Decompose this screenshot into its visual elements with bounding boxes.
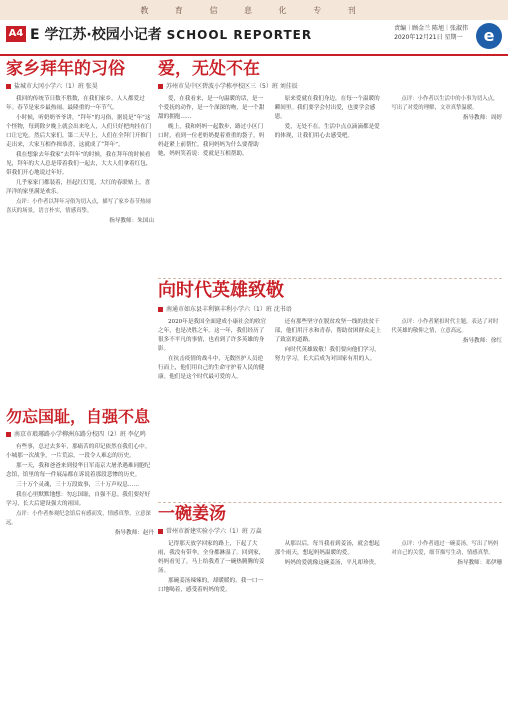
byline-square-icon [6, 84, 11, 89]
paragraph: 在抗击疫情的战斗中，无数医护人员逆行而上，他们用自己的生命守护着人民的健康。他们是这个时代最可爱的人。 [158, 356, 265, 380]
article-byline [158, 527, 502, 536]
teacher-credit: 指导教师：周婷 [462, 115, 503, 121]
article-byline [158, 82, 502, 91]
article-columns [158, 540, 502, 596]
article-note: 点评：小作者以拜年习俗为切入点，描写了家乡春节热闹喜庆的场景，语言朴实，情感真挚。 [6, 199, 151, 214]
paragraph: 向时代英雄致敬！我们要向他们学习，努力学习，长大后成为对国家有用的人。 [274, 347, 380, 362]
paragraph: 记得那天放学回家的路上，下起了大雨，我没有带伞，全身都淋湿了。回到家，妈妈看见了，马上给我煮了一碗热腾腾的姜汤。 [158, 541, 265, 574]
article-columns [158, 95, 502, 160]
masthead-header [0, 20, 508, 56]
article-title: 勿忘国耻，自强不息 [6, 407, 151, 426]
paragraph: 从那以后，每当我看到姜汤，就会想起那个雨天，想起妈妈温暖的爱。 [274, 541, 380, 556]
paragraph: 我在想象去年我家“去拜年”的时候，我在拜年的时候看见，拜年的大人总是带着我们一起去，大大人们拿着红包，带我们开心地说过年好。 [6, 152, 152, 176]
paragraph: 几乎家家门都装着，挂起红灯笼，大红的春联贴上，喜洋洋的家里满是欢乐。 [6, 180, 151, 195]
column [391, 95, 502, 160]
article-title: 一碗姜汤 [158, 504, 226, 524]
paragraph: 还有那些坚守在脱贫攻坚一线的扶贫干部，他们用汗水和青春，帮助贫困群众走上了致富的道路。 [274, 319, 381, 343]
topband-text: 教 育 信 息 化 专 刊 [140, 5, 368, 15]
masthead-title [30, 24, 312, 44]
byline-text: 南通市如东县丰利镇丰利小学六（1）班 沈书语 [166, 306, 292, 313]
column [158, 318, 269, 383]
paragraph: 那碗姜汤辣辣的，却暖暖的。我一口一口地喝着，感受着妈妈的爱。 [158, 578, 264, 593]
column [391, 540, 502, 596]
teacher-credit: 指导教师：邓伊珊 [457, 560, 503, 566]
byline-text: 常州市新建实验小学六（1）班 万焱 [166, 528, 262, 535]
paragraph: 有些事，总过去多年，那痛苦的印记依然在我们心中。小城那一次战争，一片荒凉，一段令人难忘的历史。 [6, 444, 151, 459]
byline-text: 盐城市大冈小学六（1）班 张昊 [14, 83, 98, 90]
top-band [0, 0, 508, 20]
byline-text: 南京市琅琊路小学柳洲东路分校四（2）班 李亿鸣 [14, 431, 146, 438]
paragraph: 爱，在我看来，是一句温暖的话，是一个爱抚的动作，是一个深深的吻，是一个甜甜的拥抱…… [158, 96, 265, 120]
logo-icon: e [476, 23, 502, 49]
paragraph: 三十万个灵魂，三十万段故事，三十万声叹息…… [16, 482, 140, 488]
article-love-everywhere [158, 58, 502, 276]
column [158, 540, 269, 596]
article-note: 点评：小作者以生活中的小事为切入点，写出了对爱的理解，文章真挚温暖。 [391, 96, 499, 111]
edit-line-2: 2020年12月21日 星期一 [394, 34, 463, 41]
teacher-credit: 指导教师：赵丹 [114, 530, 154, 536]
article-title: 爱，无处不在 [158, 59, 260, 79]
article-note: 点评：小作者紧扣时代主题，表达了对时代英雄的敬仰之情，立意高远。 [391, 319, 499, 334]
edit-line-1: 责编｜顾金兰 陈旭｜张淑伟 [394, 25, 468, 32]
paragraph: 我在心里默默地想：勿忘国耻，自强不息。我们要好好学习，长大后建设强大的祖国。 [6, 492, 151, 507]
paragraph: 我回的传统节日数不胜数，在我们家乡，人人都爱过年。春节是家乡最热闹、最隆重的一年节气。 [6, 96, 145, 111]
section-badge: A4 [6, 26, 26, 42]
article-note: 点评：小作者参观纪念馆后有感而发，情感真挚，立意深远。 [6, 511, 151, 526]
article-title: 家乡拜年的习俗 [6, 59, 125, 79]
paragraph: 妈妈的爱就像这碗姜汤，平凡却珍贵。 [284, 560, 380, 566]
article-ginger-soup [158, 502, 502, 716]
masthead-en: SCHOOL REPORTER [166, 28, 313, 42]
article-title: 向时代英雄致敬 [158, 280, 284, 301]
column [275, 318, 386, 383]
teacher-credit: 指导教师：徐红 [462, 338, 503, 344]
byline-square-icon [158, 307, 163, 312]
masthead-cn: E 学江苏·校园小记者 [30, 27, 162, 43]
article-byline [6, 82, 154, 91]
byline-square-icon [6, 432, 11, 437]
paragraph: 原来爱就在我们身边，在每一个温暖的瞬间里。我们要学会付出爱，也要学会感恩。 [274, 96, 380, 120]
paragraph: 晚上，我和妈妈一起散步，路过小区门口时，看到一位老奶奶提着重重的袋子，妈妈赶紧上前帮忙。我问妈妈为什么要帮助她，妈妈笑着说：爱就是互相帮助。 [158, 124, 265, 157]
teacher-credit: 指导教师：朱国山 [109, 218, 154, 224]
article-note: 点评：小作者通过一碗姜汤，写出了妈妈对自己的关爱，细节描写生动，情感真挚。 [391, 541, 499, 556]
column [158, 95, 269, 160]
article-era-heroes [158, 278, 502, 500]
paragraph: 那一天，我和爸爸来到侵华日军南京大屠杀遇难同胞纪念馆，馆里的每一件展品都在诉说着那段悲惨的历史。 [6, 463, 151, 478]
column [275, 540, 386, 596]
article-hometown-newyear [6, 58, 154, 403]
paragraph: 2020年是我国全面建成小康社会的收官之年，也是决胜之年。这一年，我们经历了很多不平凡的事情，也看到了许多英雄的身影。 [158, 319, 267, 352]
edit-info [394, 24, 468, 42]
paragraph: 小时候，听奶奶爷爷讲，“拜年”的习俗，据说是“年”这个怪物，每到除夕晚上就会出来吃人，人们只好把肉挂在门口让它吃。然后大家们，第二天早上，人们在全拜门开推门走出来，大家互相作揖恭喜，这就成了“拜年”。 [6, 115, 152, 148]
article-columns [158, 318, 502, 383]
article-byline [158, 305, 502, 314]
article-byline [6, 430, 154, 439]
column [391, 318, 502, 383]
article-national-humiliation [6, 406, 154, 714]
byline-text: 苏州市吴中区碧波小学栋亭校区三（5）班 刘佳辰 [166, 83, 298, 90]
column [275, 95, 386, 160]
byline-square-icon [158, 84, 163, 89]
byline-square-icon [158, 529, 163, 534]
paragraph: 爱，无处不在。生活中点点滴滴都是爱的体现，让我们用心去感受吧。 [274, 124, 380, 139]
